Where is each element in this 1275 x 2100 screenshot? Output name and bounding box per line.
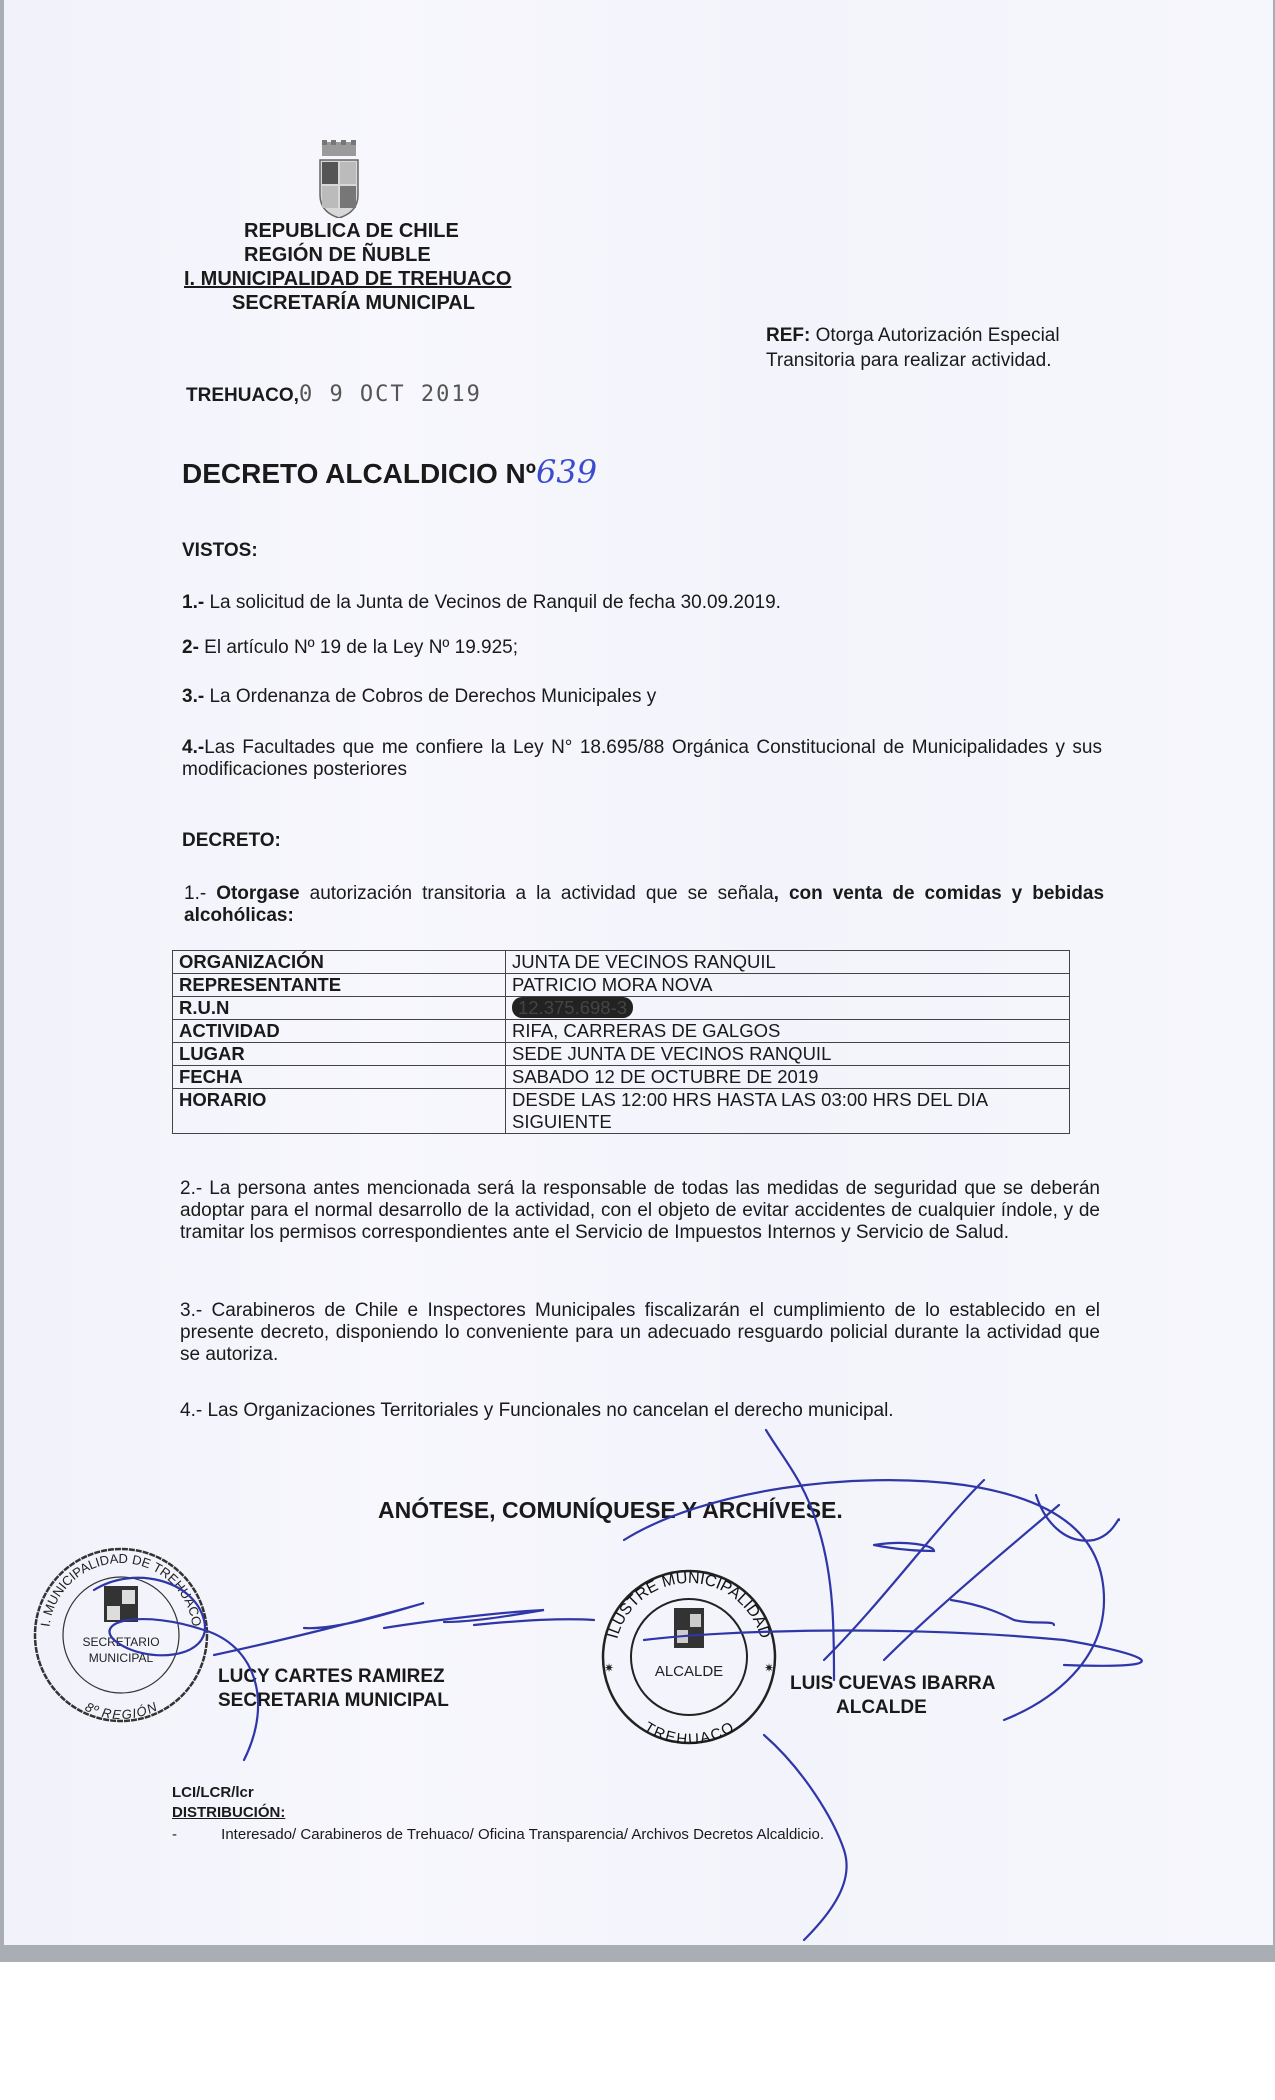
- ref-text: Otorga Autorización Especial Transitoria para realizar actividad.: [766, 325, 1060, 371]
- mayor-seal-bottom: TREHUACO: [641, 1718, 737, 1746]
- secretary-seal-bottom: 8º REGIÓN: [82, 1698, 159, 1723]
- table-key: HORARIO: [173, 1089, 506, 1134]
- star-icon: ✷: [764, 1661, 775, 1675]
- mayor-signature-stroke: [951, 1600, 1054, 1625]
- secretary-seal-ring-text: I. MUNICIPALIDAD DE TREHUACO: [37, 1550, 205, 1628]
- secretary-name: LUCY CARTES RAMIREZ: [218, 1666, 445, 1687]
- vistos-item-4: [182, 737, 1102, 781]
- table-row: [173, 951, 1070, 974]
- secretary-title: SECRETARIA MUNICIPAL: [218, 1690, 449, 1711]
- table-row: [173, 997, 1070, 1020]
- mayor-title: ALCALDE: [836, 1697, 927, 1718]
- vistos-item-text: Las Facultades que me confiere la Ley N° 18.695/88 Orgánica Constitucional de Municipalidades y sus modificaciones posteriores: [182, 737, 1102, 780]
- mayor-signature-block: [790, 1672, 996, 1720]
- decreto-item-4: 4.- Las Organizaciones Territoriales y Funcionales no cancelan el derecho municipal.: [180, 1400, 894, 1421]
- ref-label: REF:: [766, 325, 811, 346]
- table-row: [173, 974, 1070, 997]
- table-value: JUNTA DE VECINOS RANQUIL: [506, 951, 1070, 974]
- closing-formula: ANÓTESE, COMUNÍQUESE Y ARCHÍVESE.: [378, 1497, 843, 1523]
- vistos-item-3: [182, 686, 1182, 708]
- secretary-signature-block: [218, 1665, 449, 1713]
- table-key: ORGANIZACIÓN: [173, 951, 506, 974]
- decreto-item1-bold-verb: Otorgase: [216, 883, 300, 904]
- svg-text:8º REGIÓN: [83, 1699, 160, 1722]
- mayor-signature-stroke: [874, 1543, 934, 1551]
- decreto-heading: DECRETO:: [182, 830, 281, 851]
- vistos-item-text: La Ordenanza de Cobros de Derechos Municipales y: [204, 686, 657, 707]
- distribution-list: [172, 1826, 824, 1844]
- table-value: SABADO 12 DE OCTUBRE DE 2019: [506, 1066, 1070, 1089]
- secretary-signature-stroke: [384, 1610, 544, 1628]
- table-value: SEDE JUNTA DE VECINOS RANQUIL: [506, 1043, 1070, 1066]
- decreto-item-1: [184, 883, 1104, 927]
- table-key: FECHA: [173, 1066, 506, 1089]
- mayor-seal-center: ALCALDE: [654, 1663, 724, 1680]
- header-department: SECRETARÍA MUNICIPAL: [232, 292, 475, 314]
- star-icon: ✷: [604, 1661, 615, 1675]
- vistos-item-1: [182, 592, 1182, 614]
- svg-text:TREHUACO: [641, 1719, 737, 1746]
- distribution-heading: DISTRIBUCIÓN:: [172, 1804, 286, 1821]
- table-key: LUGAR: [173, 1043, 506, 1066]
- activity-details-table: [172, 950, 1070, 1134]
- coat-of-arms-icon: [316, 140, 362, 218]
- mayor-name: LUIS CUEVAS IBARRA: [790, 1673, 996, 1694]
- reference-block: [766, 323, 1106, 373]
- decreto-item1-text: autorización transitoria a la actividad que se señala: [299, 883, 774, 904]
- mayor-signature-stroke: [824, 1480, 984, 1660]
- secretary-signature-stroke: [474, 1619, 594, 1625]
- mayor-seal-stamp: [600, 1568, 778, 1746]
- table-key: R.U.N: [173, 997, 506, 1020]
- document-page: [4, 0, 1273, 1945]
- initials-reference: LCI/LCR/lcr: [172, 1784, 254, 1801]
- secretary-seal-stamp: [32, 1546, 210, 1724]
- vistos-item-num: 1.-: [182, 592, 205, 613]
- table-value: [506, 997, 1070, 1020]
- date-place: TREHUACO,: [186, 385, 299, 406]
- vistos-item-num: 4.-: [182, 737, 205, 758]
- dateline: [186, 380, 482, 411]
- vistos-heading: VISTOS:: [182, 540, 258, 561]
- decreto-item1-bold-tail: , con venta de comidas y bebidas alcohólicas:: [184, 883, 1105, 926]
- table-value: RIFA, CARRERAS DE GALGOS: [506, 1020, 1070, 1043]
- vistos-item-2: [182, 637, 1182, 659]
- mayor-seal-ring-text: ILUSTRE MUNICIPALIDAD: [604, 1569, 774, 1641]
- header-municipality: I. MUNICIPALIDAD DE TREHUACO: [184, 268, 512, 290]
- decreto-item-2: 2.- La persona antes mencionada será la responsable de todas las medidas de seguridad que se deberán adoptar para el normal desarrollo de la actividad, con el objeto de evitar accidentes de cualquier índole, y de tramitar los permisos correspondientes ante el Servicio de Impuestos Internos y Servicio de Salud.: [180, 1178, 1100, 1243]
- table-key: REPRESENTANTE: [173, 974, 506, 997]
- mayor-signature-stroke: [884, 1505, 1059, 1660]
- redacted-run: 12.375.698-3: [512, 997, 633, 1018]
- vistos-item-num: 3.-: [182, 686, 205, 707]
- table-row: [173, 1020, 1070, 1043]
- table-value: PATRICIO MORA NOVA: [506, 974, 1070, 997]
- secretary-signature-stroke: [214, 1603, 424, 1655]
- secretary-seal-center-1: SECRETARIO: [82, 1635, 160, 1649]
- date-stamp: 0 9 OCT 2019: [298, 382, 482, 407]
- decree-title: [182, 452, 597, 494]
- table-row: [173, 1043, 1070, 1066]
- decree-title-text: DECRETO ALCALDICIO Nº: [182, 458, 537, 489]
- table-row: [173, 1089, 1070, 1134]
- decreto-item-num: 1.-: [184, 883, 207, 904]
- vistos-item-text: La solicitud de la Junta de Vecinos de Ranquil de fecha 30.09.2019.: [204, 592, 781, 613]
- table-row: [173, 1066, 1070, 1089]
- table-key: ACTIVIDAD: [173, 1020, 506, 1043]
- vistos-item-num: 2-: [182, 637, 199, 658]
- distribution-text: Interesado/ Carabineros de Trehuaco/ Oficina Transparencia/ Archivos Decretos Alcaldicio.: [221, 1826, 824, 1843]
- table-value: DESDE LAS 12:00 HRS HASTA LAS 03:00 HRS DEL DIA SIGUIENTE: [506, 1089, 1070, 1134]
- header-country: REPUBLICA DE CHILE: [244, 220, 459, 242]
- decree-number-handwritten: 639: [536, 453, 598, 491]
- secretary-seal-center-2: MUNICIPAL: [88, 1651, 154, 1665]
- distribution-bullet: -: [172, 1826, 177, 1843]
- mayor-signature-stroke: [1036, 1495, 1119, 1541]
- vistos-item-text: El artículo Nº 19 de la Ley Nº 19.925;: [198, 637, 519, 658]
- decreto-item-3: 3.- Carabineros de Chile e Inspectores Municipales fiscalizarán el cumplimiento de lo establecido en el presente decreto, disponiendo lo conveniente para un adecuado resguardo policial durante la actividad que se autoriza.: [180, 1300, 1100, 1365]
- header-region: REGIÓN DE ÑUBLE: [244, 244, 431, 266]
